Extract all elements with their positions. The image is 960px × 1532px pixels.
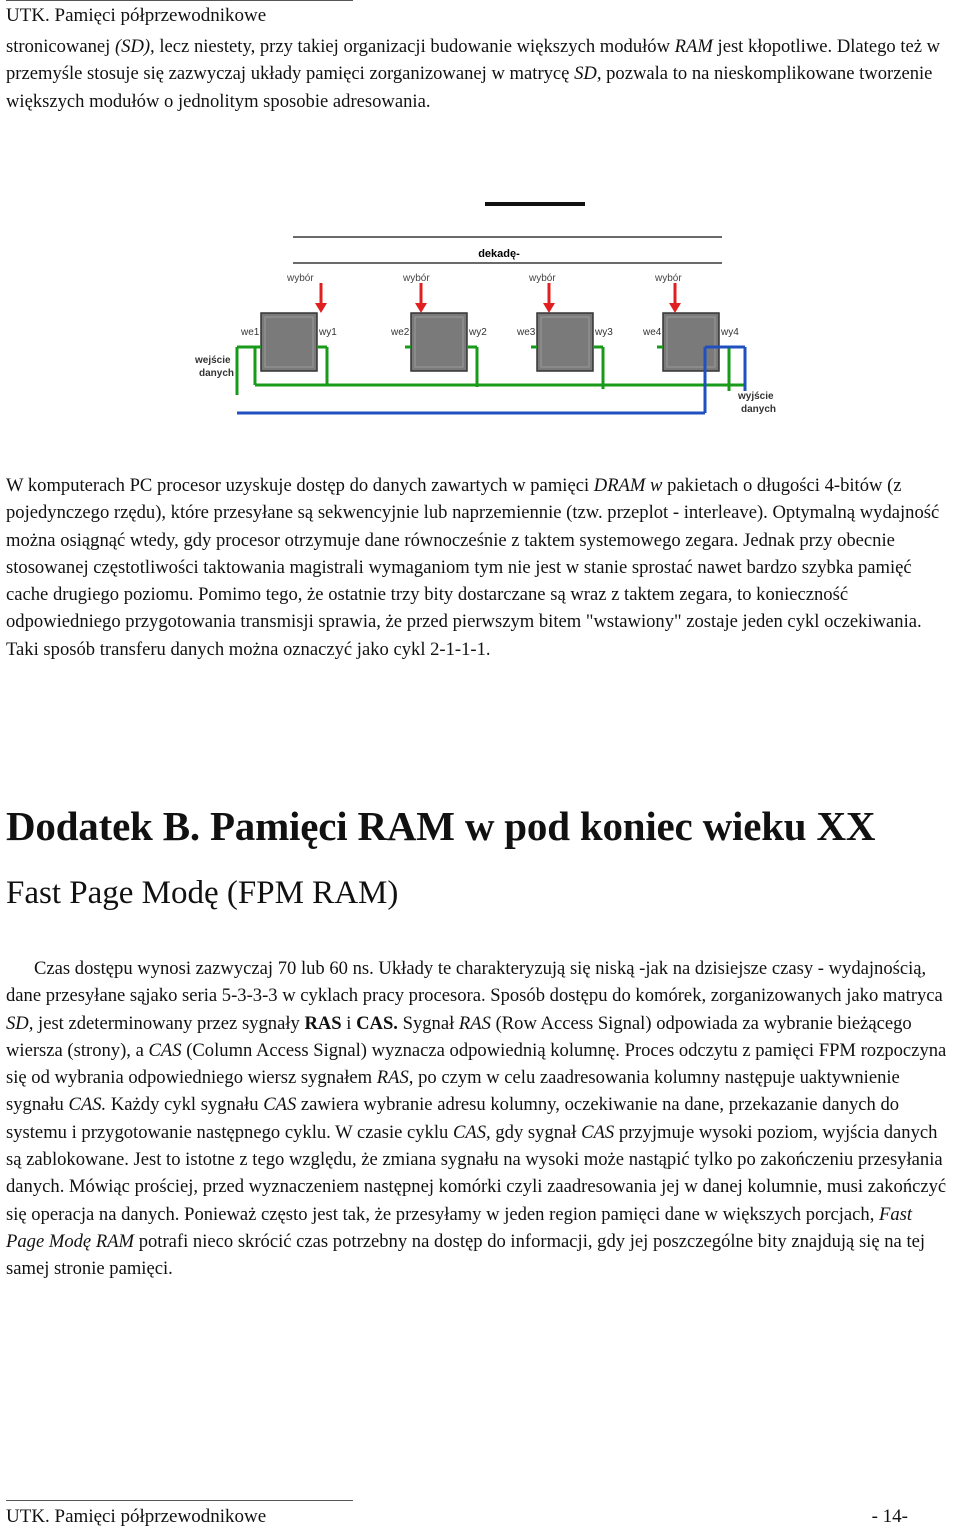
select-arrow-head: [543, 303, 555, 313]
subsection-title: Fast Page Modę (FPM RAM): [6, 875, 399, 911]
paragraph-pc-access: [6, 472, 954, 663]
input-label: we4: [643, 327, 662, 338]
select-label: wybór: [655, 273, 682, 284]
paragraph-fpm: [6, 955, 954, 1283]
italic-term: SD,: [6, 1012, 34, 1034]
page-number: - 14-: [871, 1506, 908, 1527]
output-label: wy4: [721, 327, 739, 338]
italic-term: RAS,: [376, 1067, 414, 1089]
text-run: po czym w celu zaadresowania kolumny następuje uaktywnienie sygnału: [6, 1067, 900, 1116]
text-run: pakietach o długości 4-bitów (z pojedynczego rzędu), które przesyłane są sekwencyjnie lub naprzemiennie (tzw. przeplot - interleave). Optymalną wydajność można osiągnąć wtedy, gdy procesor otrzymuje dane równocześnie z taktem systemowego zegara. Jednak przy obecnie stosowanej częstotliwości taktowania magistrali wymaganiom tym nie jest w stanie sprostać nawet bardzo szybka pamięć cache drugiego poziomu. Pomimo tego, że ostatnie trzy bity dostarczane są wraz z taktem zegara, to konieczność odpowiedniego przygotowania transmisji sprawia, że przed pierwszym bitem "wstawiony" zostaje jeden cykl oczekiwania. Taki sposób transferu danych można oznaczyć jako cykl 2-1-1-1.: [6, 475, 940, 660]
section-title: Dodatek B. Pamięci RAM w pod koniec wieku XX: [6, 803, 876, 849]
text-run: przyjmuje wysoki poziom, wyjścia danych są zablokowane. Jest to istotne z tego względu, że zmiana sygnału na wysoki może nastąpić tylko po zakończeniu przesyłania danych. Mówiąc prościej, przed wyznaczeniem następnej komórki czyli zaadresowania jej w danej kolumnie, musi zakończyć się operacja na danych. Ponieważ często jest tak, że przesyłamy w jeden region pamięci dane w większych porcjach,: [6, 1121, 947, 1225]
memory-matrix-diagram: [185, 195, 790, 435]
select-arrow-head: [415, 303, 427, 313]
select-label: wybór: [287, 273, 314, 284]
select-label: wybór: [529, 273, 556, 284]
italic-term: SD,: [574, 63, 602, 85]
memory-chip: [537, 313, 593, 371]
page-header: UTK. Pamięci półprzewodnikowe: [6, 5, 267, 26]
output-label: wy1: [319, 327, 337, 338]
text-run: Czas dostępu wynosi zazwyczaj 70 lub 60 ns. Układy te charakteryzują się niską -jak na dzisiejsze czasy - wydajnością, dane przesyłane sąjako seria 5-3-3-3 w cyklach pracy procesora. Sposób dostępu do komórek, zorganizowanych jako matryca: [6, 958, 943, 1007]
italic-term: Fast Page Modę RAM: [6, 1203, 913, 1252]
output-label: wy3: [595, 327, 613, 338]
data-in-label-1: wejście: [195, 355, 231, 366]
text-run: i: [341, 1012, 357, 1034]
output-label: wy2: [469, 327, 487, 338]
text-run: (Row Access Signal) odpowiada za wybranie bieżącego wiersza (strony), a: [6, 1012, 912, 1061]
input-label: we2: [391, 327, 410, 338]
text-run: lecz niestety, przy takiej organizacji budowanie większych modułów: [154, 36, 675, 57]
text-run: stronicowanej: [6, 36, 115, 57]
input-label: we3: [517, 327, 536, 338]
text-run: W komputerach PC procesor uzyskuje dostęp do danych zawartych w pamięci: [6, 475, 594, 496]
data-in-label-2: danych: [199, 368, 235, 379]
diagram-top-label: dekadę-: [478, 248, 520, 260]
italic-term: RAM: [674, 36, 713, 57]
text-run: jest kłopotliwe. Dlatego też w przemyśle stosuje się zazwyczaj układy pamięci zorganizowanej w matrycę: [6, 36, 941, 85]
italic-term: (SD),: [114, 36, 155, 57]
text-run: pozwala to na nieskomplikowane tworzenie większych modułów o jednolitym sposobie adresowania.: [6, 63, 933, 112]
italic-term: CAS: [263, 1094, 297, 1116]
text-run: potrafi nieco skrócić czas potrzebny na dostęp do informacji, gdy jej poszczególne bity znajdują się na tej samej stronie pamięci.: [6, 1230, 926, 1280]
text-run: Sygnał: [397, 1012, 459, 1034]
memory-chip: [261, 313, 317, 371]
text-run: jest zdeterminowany przez sygnały: [33, 1012, 305, 1034]
diagram-body: [194, 273, 776, 415]
select-arrow-head: [669, 303, 681, 313]
italic-term: DRAM w: [593, 475, 663, 496]
italic-term: CAS: [581, 1121, 615, 1143]
italic-term: CAS,: [453, 1121, 491, 1143]
bold-term: RAS: [304, 1012, 342, 1034]
text-run: gdy sygnał: [490, 1121, 582, 1143]
bold-term: CAS.: [356, 1012, 398, 1034]
paragraph-intro: [6, 33, 954, 115]
footer-title: UTK. Pamięci półprzewodnikowe: [6, 1506, 267, 1527]
header-rule: [6, 0, 353, 1]
diagram-top-bar: [485, 202, 585, 206]
italic-term: CAS: [148, 1039, 182, 1061]
memory-chip: [411, 313, 467, 371]
footer-rule: [6, 1500, 353, 1501]
data-out-label-1: wyjście: [738, 391, 774, 402]
select-arrow-head: [315, 303, 327, 313]
data-out-label-2: danych: [741, 404, 777, 415]
select-label: wybór: [403, 273, 430, 284]
italic-term: RAS: [458, 1012, 491, 1034]
input-label: we1: [241, 327, 260, 338]
italic-term: CAS.: [68, 1094, 107, 1116]
memory-chip: [663, 313, 719, 371]
text-run: zawiera wybranie adresu kolumny, oczekiwanie na dane, przekazanie danych do systemu i przygotowanie następnego cyklu. W czasie cyklu: [6, 1094, 900, 1143]
text-run: Każdy cykl sygnału: [106, 1094, 264, 1116]
text-run: (Column Access Signal) wyznacza odpowiednią kolumnę. Proces odczytu z pamięci FPM rozpoczyna się od wybrania odpowiedniego wiersz sygnałem: [6, 1039, 947, 1089]
